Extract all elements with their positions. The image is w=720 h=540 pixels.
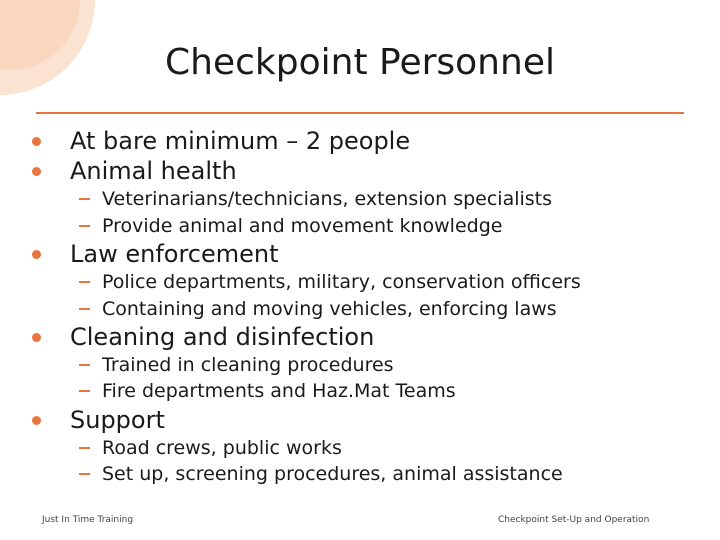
bullet-item: At bare minimum – 2 people — [70, 127, 411, 155]
bullet-item: Cleaning and disinfection — [70, 323, 375, 351]
sub-bullet-item: Police departments, military, conservation officers — [102, 271, 581, 293]
bullet-item: Support — [70, 406, 165, 434]
bullet-dot-icon — [32, 333, 41, 342]
sub-bullet-item: Fire departments and Haz.Mat Teams — [102, 380, 456, 402]
bullet-dot-icon — [32, 416, 41, 425]
dash-bullet-icon — [79, 198, 90, 200]
dash-bullet-icon — [79, 447, 90, 449]
footer-right-text: Checkpoint Set-Up and Operation — [498, 515, 650, 525]
dash-bullet-icon — [79, 225, 90, 227]
sub-bullet-item: Provide animal and movement knowledge — [102, 215, 503, 237]
dash-bullet-icon — [79, 281, 90, 283]
sub-bullet-item: Containing and moving vehicles, enforcing laws — [102, 298, 557, 320]
sub-bullet-item: Road crews, public works — [102, 437, 342, 459]
footer-left-text: Just In Time Training — [42, 515, 134, 525]
dash-bullet-icon — [79, 308, 90, 310]
dash-bullet-icon — [79, 473, 90, 475]
sub-bullet-item: Set up, screening procedures, animal assistance — [102, 463, 563, 485]
dash-bullet-icon — [79, 364, 90, 366]
sub-bullet-item: Veterinarians/technicians, extension specialists — [102, 188, 553, 210]
dash-bullet-icon — [79, 390, 90, 392]
bullet-dot-icon — [32, 250, 41, 259]
sub-bullet-item: Trained in cleaning procedures — [102, 354, 394, 376]
bullet-dot-icon — [32, 137, 41, 146]
bullet-dot-icon — [32, 167, 41, 176]
bullet-item: Animal health — [70, 157, 237, 185]
slide-title: Checkpoint Personnel — [165, 42, 555, 83]
bullet-item: Law enforcement — [70, 240, 279, 268]
